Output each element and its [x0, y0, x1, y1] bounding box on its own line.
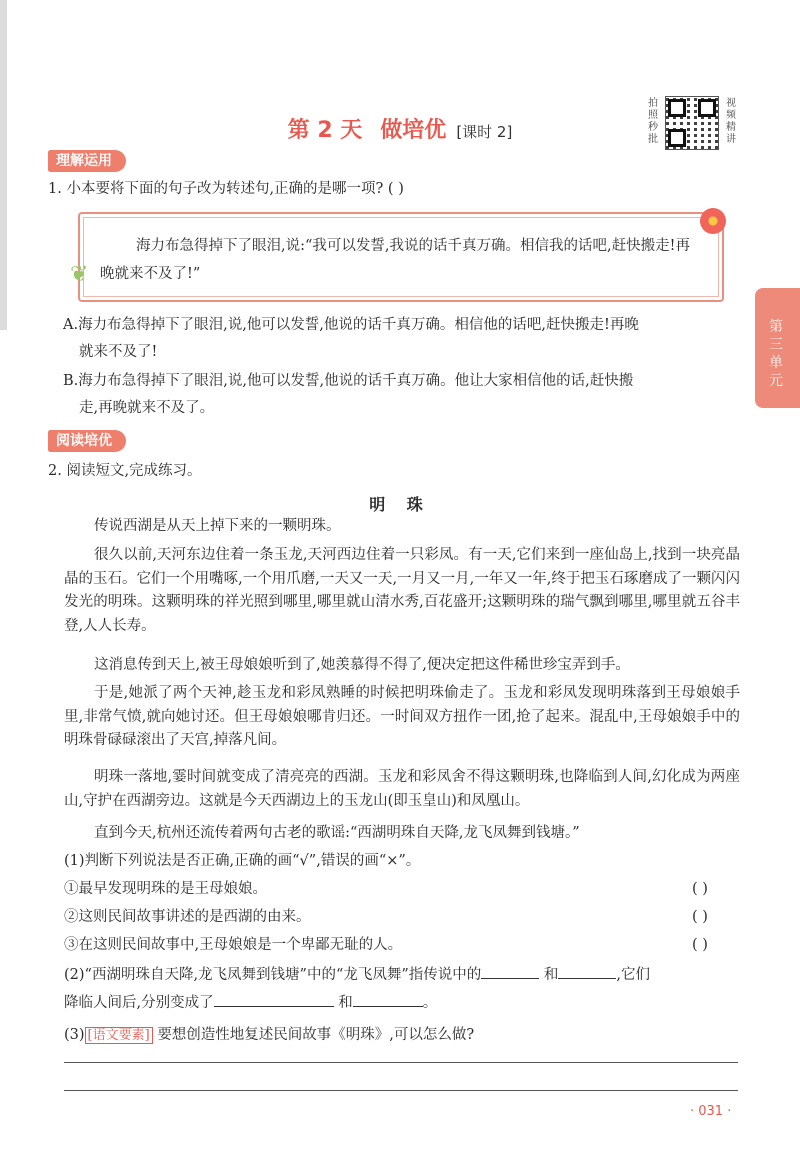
passage-title: 明 珠: [369, 495, 431, 514]
judge-item-3: ③在这则民间故事中,王母娘娘是一个卑鄙无耻的人。 ( ): [64, 934, 744, 956]
quote-text: 海力布急得掉下了眼泪,说:“我可以发誓,我说的话千真万确。相信我的话吧,赶快搬走!再晚就来不及了!”: [100, 238, 690, 282]
answer-blank[interactable]: [214, 990, 334, 1007]
section-tag-understand: 理解运用: [48, 150, 126, 172]
unit-side-tab-label: 第三单元: [769, 319, 783, 389]
subquestion-2-cont: 降临人间后,分别变成了 和 。: [64, 990, 744, 1014]
passage-paragraph: 于是,她派了两个天神,趁玉龙和彩凤熟睡的时候把明珠偷走了。玉龙和彩凤发现明珠落到王母娘娘手里,非常气愤,就向她讨还。但王母娘娘哪肯归还。一时间双方扭作一团,抢了起来。混乱中,王母娘娘手中的明珠骨碌碌滚出了天宫,掉落凡间。: [64, 685, 740, 748]
option-a-line2: 就来不及了!: [79, 344, 158, 360]
qr-label-right: 视频精讲: [726, 98, 736, 145]
qr-code-icon[interactable]: [665, 96, 719, 150]
title-sub: [课时 2]: [456, 123, 513, 141]
qr-label-left: 拍照秒批: [648, 98, 658, 145]
option-b-line2: 走,再晚就来不及了。: [79, 400, 215, 416]
unit-side-tab[interactable]: [755, 288, 800, 408]
option-b[interactable]: [64, 368, 744, 422]
section-tag-reading: 阅读培优: [48, 430, 126, 452]
passage-paragraph: 明珠一落地,霎时间就变成了清亮亮的西湖。玉龙和彩凤舍不得这颗明珠,也降临到人间,幻化成为两座山,守护在西湖旁边。这就是今天西湖边上的玉龙山(即玉皇山)和凤凰山。: [64, 769, 740, 809]
option-a[interactable]: [64, 312, 744, 366]
title-main: 做培优: [380, 118, 447, 143]
judge-item-2: ②这则民间故事讲述的是西湖的由来。 ( ): [64, 906, 744, 928]
judge-item-1: ①最早发现明珠的是王母娘娘。 ( ): [64, 878, 744, 900]
answer-line[interactable]: [64, 1090, 738, 1091]
answer-paren[interactable]: ( ): [692, 881, 708, 897]
passage-paragraph: 很久以前,天河东边住着一条玉龙,天河西边住着一只彩凤。有一天,它们来到一座仙岛上,找到一块亮晶晶的玉石。它们一个用嘴啄,一个用爪磨,一天又一天,一月又一月,一年又一年,终于把玉石琢磨成了一颗闪闪发光的明珠。这颗明珠的祥光照到哪里,哪里就山清水秀,百花盛开;这颗明珠的瑞气飘到哪里,哪里就五谷丰登,人人长寿。: [64, 547, 740, 634]
title-day: 第 2 天: [287, 118, 363, 143]
passage-paragraph: 传说西湖是从天上掉下来的一颗明珠。: [94, 518, 341, 534]
passage-paragraph: 直到今天,杭州还流传着两句古老的歌谣:“西湖明珠自天降,龙飞凤舞到钱塘。”: [94, 825, 580, 841]
option-a-line1: A.海力布急得掉下了眼泪,说,他可以发誓,他说的话千真万确。相信他的话吧,赶快搬走!再晚: [63, 317, 639, 333]
answer-line[interactable]: [64, 1062, 738, 1063]
page-number: · 031 ·: [690, 1104, 732, 1119]
answer-paren[interactable]: ( ): [692, 937, 708, 953]
answer-blank[interactable]: [558, 962, 616, 979]
page-edge-shadow: [0, 0, 7, 330]
passage-paragraph: 这消息传到天上,被王母娘娘听到了,她羡慕得不得了,便决定把这件稀世珍宝弄到手。: [94, 657, 630, 673]
answer-blank[interactable]: [481, 962, 539, 979]
yuwen-element-tag: [语文要素]: [85, 1027, 153, 1044]
answer-blank[interactable]: [353, 990, 423, 1007]
subquestion-1: (1)判断下列说法是否正确,正确的画“√”,错误的画“×”。: [64, 853, 421, 869]
answer-paren[interactable]: ( ): [692, 909, 708, 925]
option-b-line1: B.海力布急得掉下了眼泪,说,他可以发誓,他说的话千真万确。他让大家相信他的话,赶快搬: [63, 373, 634, 389]
subquestion-2: (2)“西湖明珠自天降,龙飞凤舞到钱塘”中的“龙飞凤舞”指传说中的 和 ,它们: [64, 962, 744, 986]
leaf-sprig-icon: ❦: [70, 262, 89, 287]
quote-box: [78, 212, 724, 302]
question-2: 2. 阅读短文,完成练习。: [48, 463, 202, 479]
subquestion-3: (3) [语文要素] 要想创造性地复述民间故事《明珠》,可以怎么做?: [64, 1027, 475, 1043]
question-1: 1. 小本要将下面的句子改为转述句,正确的是哪一项? ( ): [48, 181, 404, 197]
flower-icon: [700, 208, 726, 234]
